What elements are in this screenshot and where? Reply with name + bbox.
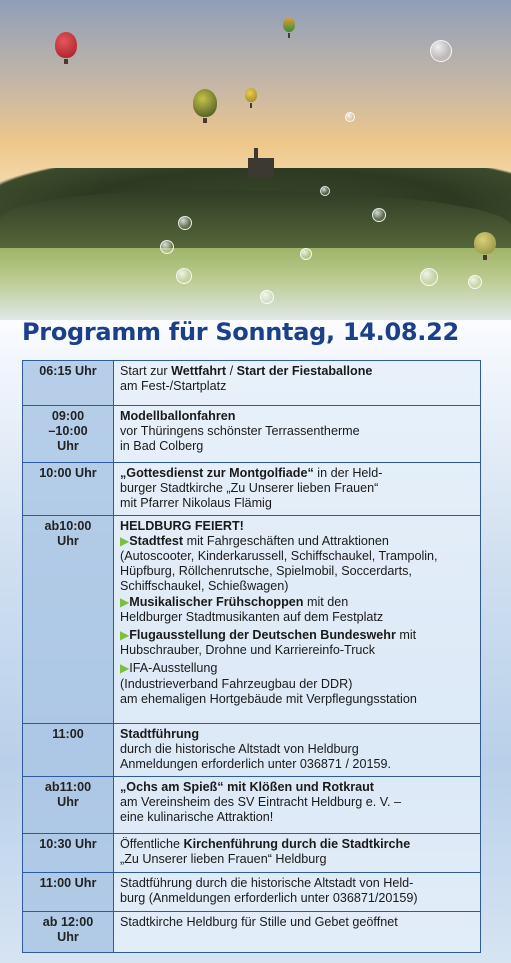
event-line: Anmeldungen erforderlich unter 036871 / 20159.: [120, 757, 391, 772]
event-title: „Ochs am Spieß“ mit Klößen und Rotkraut: [120, 779, 374, 794]
table-row: [23, 515, 481, 723]
page-title: Programm für Sonntag, 14.08.22: [22, 318, 459, 346]
time-cell: 10:30 Uhr: [23, 833, 114, 872]
time-cell: ab10:00 Uhr: [23, 515, 114, 723]
event-line: eine kulinarische Attraktion!: [120, 810, 274, 825]
time-cell: 06:15 Uhr: [23, 361, 114, 406]
event-line: durch die historische Altstadt von Heldburg: [120, 741, 359, 756]
list-item: ▶IFA-Ausstellung (Industrieverband Fahrzeugbau der DDR) am ehemaligen Hortgebäude mit Verpflegungsstation: [120, 661, 417, 706]
balloon-icon: [55, 32, 77, 58]
event-cell: [114, 723, 481, 776]
event-title: HELDBURG FEIERT!: [120, 518, 244, 533]
table-row: [23, 776, 481, 833]
event-cell: [114, 872, 481, 911]
table-row: [23, 406, 481, 463]
event-line: Öffentliche Kirchenführung durch die Stadtkirche: [120, 836, 411, 851]
soap-bubble-icon: [260, 290, 274, 304]
table-row: [23, 463, 481, 516]
table-row: [23, 361, 481, 406]
event-line: vor Thüringens schönster Terrassentherme: [120, 424, 360, 439]
program-table: [22, 360, 481, 953]
time-cell: ab 12:00 Uhr: [23, 911, 114, 952]
event-line: burger Stadtkirche „Zu Unserer lieben Frauen“: [120, 481, 379, 496]
green-triangle-arrow-icon: ▶: [120, 533, 130, 548]
hero-photo: [0, 0, 511, 320]
soap-bubble-icon: [430, 40, 452, 62]
green-triangle-arrow-icon: ▶: [120, 628, 130, 643]
event-line: in Bad Colberg: [120, 439, 204, 454]
event-line: am Vereinsheim des SV Eintracht Heldburg e. V. –: [120, 794, 401, 809]
table-row: [23, 911, 481, 952]
event-line: am Fest-/Startplatz: [120, 379, 227, 394]
soap-bubble-icon: [160, 240, 174, 254]
time-cell: 09:00 –10:00 Uhr: [23, 406, 114, 463]
green-triangle-arrow-icon: ▶: [120, 594, 130, 609]
event-line: burg (Anmeldungen erforderlich unter 036871/20159): [120, 890, 418, 905]
balloon-icon: [474, 232, 496, 254]
soap-bubble-icon: [178, 216, 192, 230]
time-cell: 10:00 Uhr: [23, 463, 114, 516]
event-line: „Zu Unserer lieben Frauen“ Heldburg: [120, 851, 327, 866]
event-line: Stadtkirche Heldburg für Stille und Gebet geöffnet: [120, 914, 398, 929]
event-line: Start zur Wettfahrt / Start der Fiestaballone: [120, 364, 373, 378]
event-cell: [114, 361, 481, 406]
event-line: Stadtführung durch die historische Altstadt von Held-: [120, 875, 414, 890]
balloon-icon: [193, 89, 217, 117]
table-row: [23, 723, 481, 776]
soap-bubble-icon: [300, 248, 312, 260]
soap-bubble-icon: [372, 208, 386, 222]
list-item: ▶Stadtfest mit Fahrgeschäften und Attraktionen (Autoscooter, Kinderkarussell, Schiffschaukel, Trampolin, Hüpfburg, Röllchenrutsche, Spielmobil, Soccerdarts, Schiffschaukel, Schießwagen): [120, 533, 438, 594]
table-row: [23, 833, 481, 872]
soap-bubble-icon: [320, 186, 330, 196]
soap-bubble-icon: [468, 275, 482, 289]
time-cell: 11:00 Uhr: [23, 872, 114, 911]
event-cell: [114, 833, 481, 872]
soap-bubble-icon: [420, 268, 438, 286]
soap-bubble-icon: [345, 112, 355, 122]
table-row: [23, 872, 481, 911]
green-triangle-arrow-icon: ▶: [120, 661, 130, 676]
event-line: mit Pfarrer Nikolaus Flämig: [120, 496, 272, 511]
balloon-icon: [245, 88, 257, 102]
time-cell: ab11:00 Uhr: [23, 776, 114, 833]
event-title: Modellballonfahren: [120, 409, 236, 423]
event-title: Stadtführung: [120, 726, 200, 741]
time-cell: 11:00: [23, 723, 114, 776]
soap-bubble-icon: [176, 268, 192, 284]
list-item: ▶Flugausstellung der Deutschen Bundeswehr mit Hubschrauber, Drohne und Karriereinfo-Truck: [120, 628, 417, 658]
castle-icon: [248, 158, 274, 178]
event-cell: [114, 911, 481, 952]
event-cell: [114, 463, 481, 516]
event-cell: [114, 406, 481, 463]
balloon-icon: [283, 17, 295, 32]
event-line: „Gottesdienst zur Montgolfiade“ in der Held-: [120, 466, 383, 480]
event-cell: [114, 515, 481, 723]
event-cell: [114, 776, 481, 833]
list-item: ▶Musikalischer Frühschoppen mit den Heldburger Stadtmusikanten auf dem Festplatz: [120, 594, 384, 624]
